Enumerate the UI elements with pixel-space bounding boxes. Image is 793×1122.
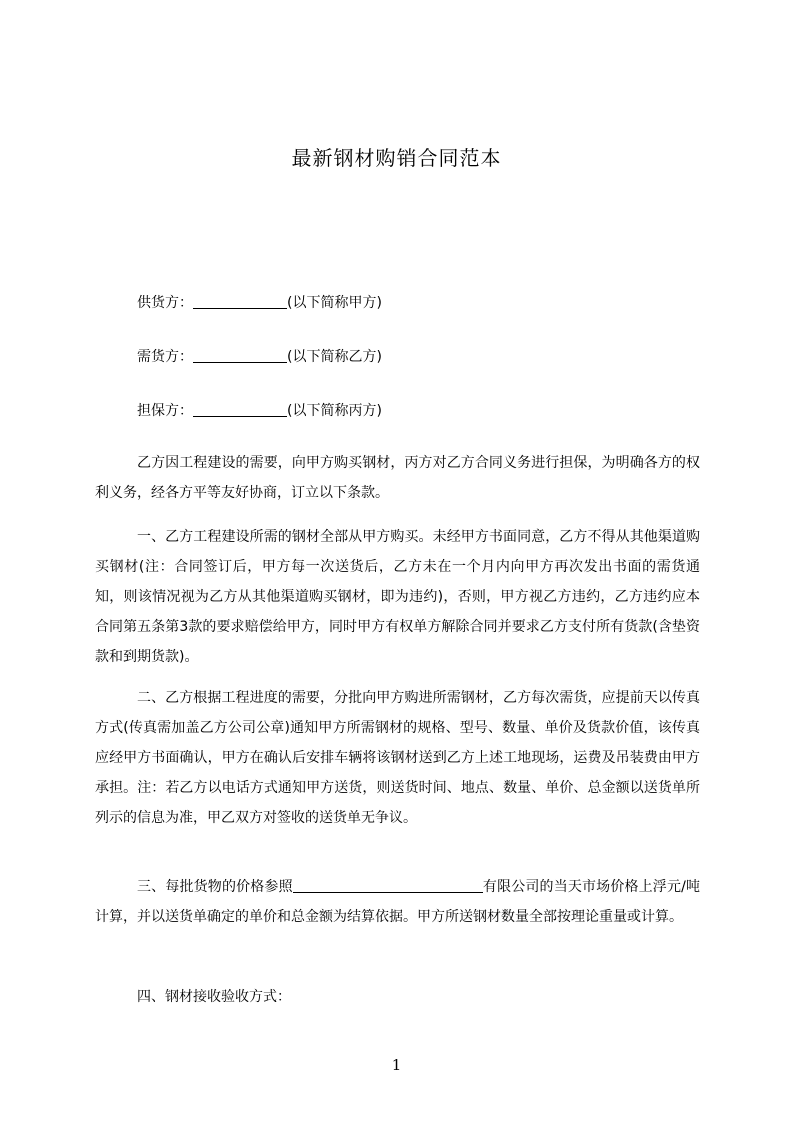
page-number: 1: [391, 1056, 402, 1074]
supplier-label: 供货方：: [137, 295, 193, 311]
guarantor-blank: [193, 402, 287, 417]
supplier-note: (以下简称甲方): [287, 295, 382, 311]
supplier-blank: [193, 294, 287, 309]
buyer-label: 需货方：: [137, 349, 193, 365]
buyer-note: (以下简称乙方): [287, 349, 382, 365]
clause-3-paragraph: [95, 872, 700, 932]
guarantor-note: (以下简称丙方): [287, 403, 382, 419]
clause-1-paragraph: 一、乙方工程建设所需的钢材全部从甲方购买。未经甲方书面同意，乙方不得从其他渠道购买钢材(注：合同签订后，甲方每一次送货后，乙方未在一个月内向甲方再次发出书面的需货通知，则该情况视为乙方从其他渠道购买钢材，即为违约)，否则，甲方视乙方违约，乙方违约应本合同第五条第3款的要求赔偿给甲方，同时甲方有权单方解除合同并要求乙方支付所有货款(含垫资款和到期货款)。: [95, 529, 700, 665]
clause-4-heading: 四、钢材接收验收方式：: [137, 989, 291, 1005]
clause-3-text-before: 三、每批货物的价格参照: [137, 879, 293, 895]
document-title: 最新钢材购销合同范本: [291, 146, 502, 170]
buyer-line: [137, 346, 382, 366]
guarantor-line: [137, 400, 382, 420]
clause-2-paragraph: 二、乙方根据工程进度的需要，分批向甲方购进所需钢材，乙方每次需货，应提前天以传真方式(传真需加盖乙方公司公章)通知甲方所需钢材的规格、型号、数量、单价及货款价值，该传真应经甲方书面确认，甲方在确认后安排车辆将该钢材送到乙方上述工地现场，运费及吊装费由甲方承担。注：若乙方以电话方式通知甲方送货，则送货时间、地点、数量、单价、总金额以送货单所列示的信息为准，甲乙双方对签收的送货单无争议。: [95, 690, 700, 826]
buyer-blank: [193, 348, 287, 363]
supplier-line: [137, 292, 382, 312]
guarantor-label: 担保方：: [137, 403, 193, 419]
intro-paragraph: 乙方因工程建设的需要，向甲方购买钢材，丙方对乙方合同义务进行担保，为明确各方的权利义务，经各方平等友好协商，订立以下条款。: [95, 455, 700, 501]
clause-3-text-after: 有限公司的当天市场价格上浮元/吨计算，并以送货单确定的单价和总金额为结算依据。甲方所送钢材数量全部按理论重量或计算。: [95, 879, 701, 925]
clause-3-company-blank: [293, 878, 483, 893]
